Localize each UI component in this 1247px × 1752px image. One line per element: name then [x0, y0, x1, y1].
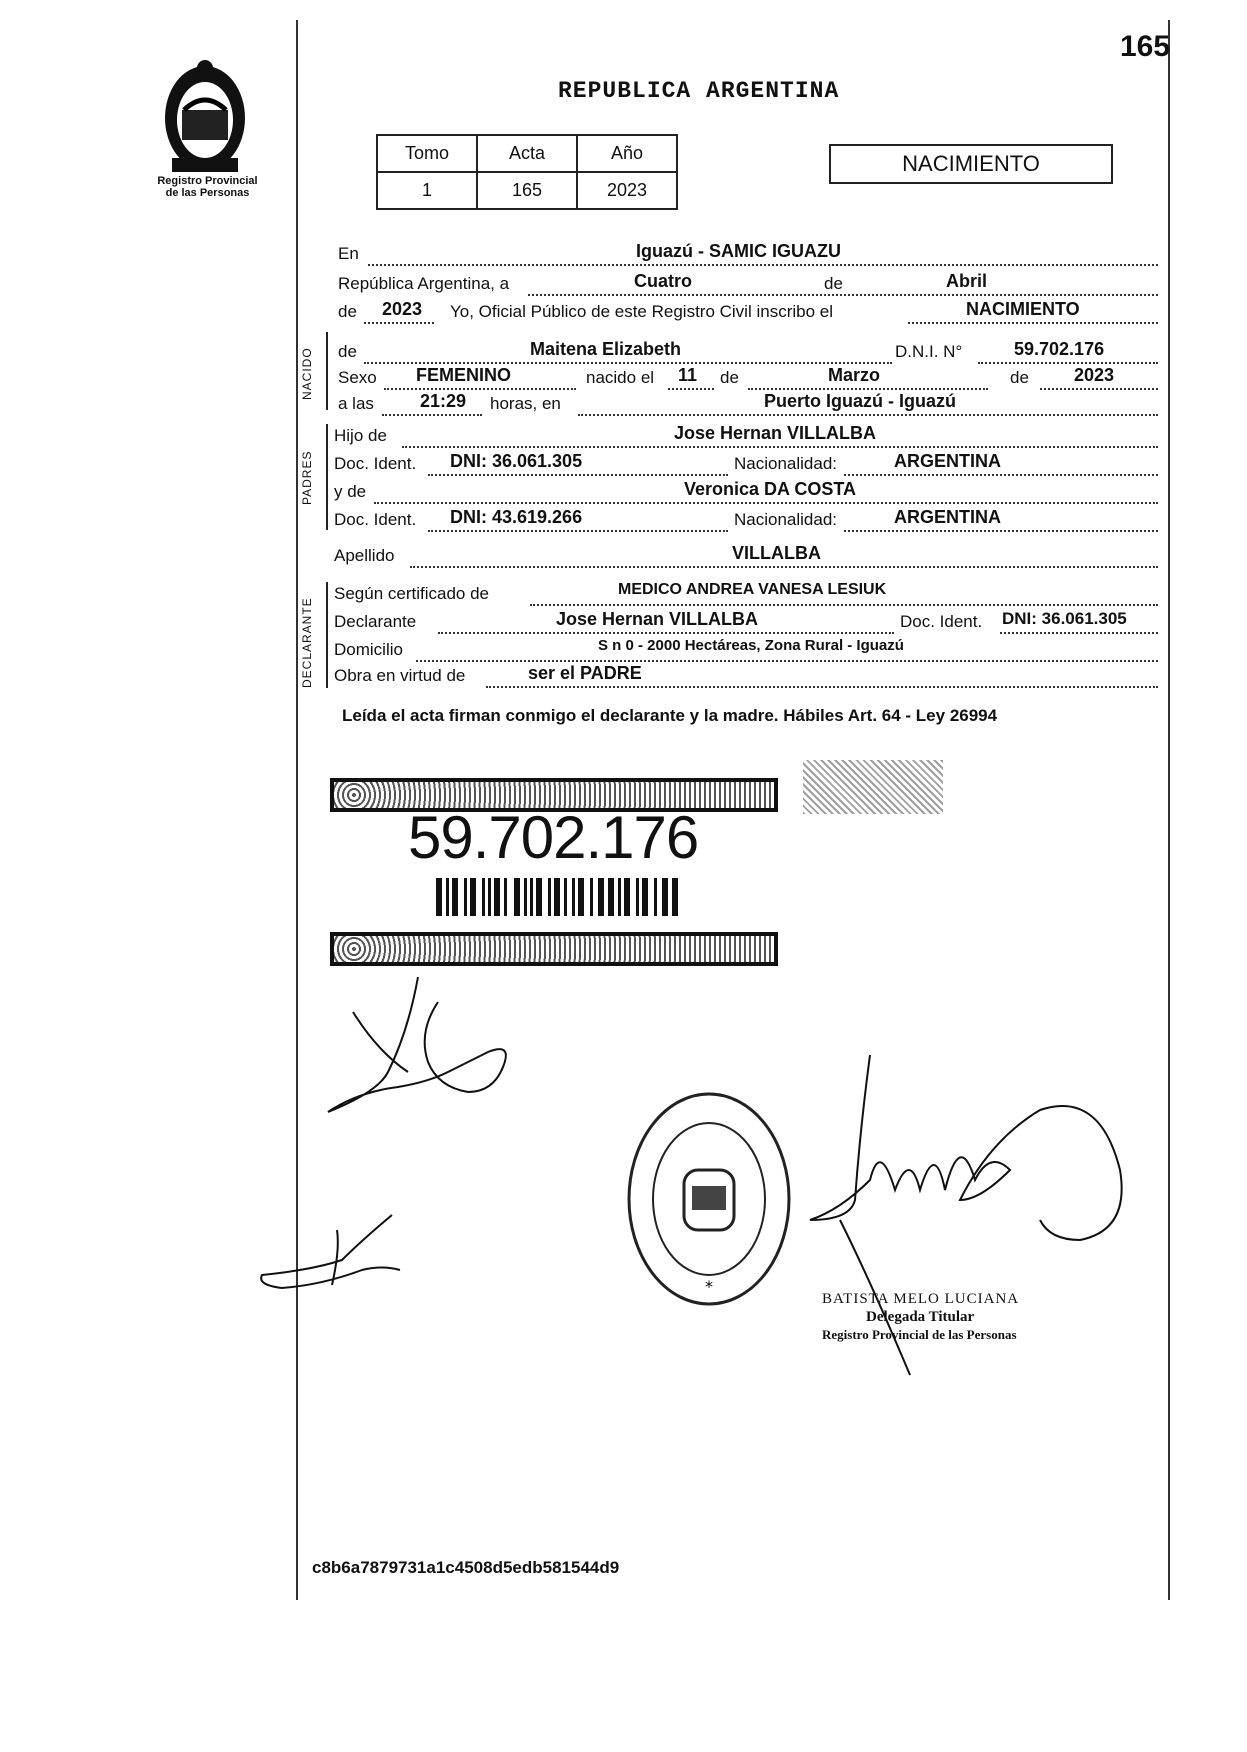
- signatory-org: Registro Provincial de las Personas: [822, 1327, 1017, 1342]
- value-time: 21:29: [420, 391, 467, 411]
- value-inscribe: NACIMIENTO: [966, 299, 1080, 319]
- row-en: [338, 241, 1158, 268]
- bracket-nacido: [326, 332, 328, 410]
- province-logo: [150, 50, 260, 180]
- value-acta: 165: [477, 172, 577, 209]
- value-name: Maitena Elizabeth: [530, 339, 682, 359]
- value-obra: ser el PADRE: [528, 663, 642, 683]
- label-nacionalidad: Nacionalidad:: [734, 510, 838, 529]
- label-hijo: Hijo de: [334, 426, 387, 445]
- value-apellido: VILLALBA: [732, 543, 821, 563]
- value-birth-month: Marzo: [828, 365, 881, 385]
- value-place: Puerto Iguazú - Iguazú: [764, 391, 956, 411]
- label-horas: horas, en: [490, 394, 561, 413]
- row-hijo: [334, 423, 1158, 450]
- row-certificado: [334, 581, 1158, 608]
- dots: [844, 454, 1158, 476]
- row-year: [338, 299, 1158, 326]
- label-doc: Doc. Ident.: [334, 454, 417, 473]
- bracket-padres: [326, 424, 328, 530]
- label-nacido-el: nacido el: [586, 368, 655, 387]
- record-type-box: NACIMIENTO: [829, 144, 1113, 184]
- value-declarante: Jose Hernan VILLALBA: [556, 609, 759, 629]
- value-mother: Veronica DA COSTA: [684, 479, 857, 499]
- value-domicilio: S n 0 - 2000 Hectáreas, Zona Rural - Iguazú: [598, 637, 904, 654]
- document-hash: c8b6a7879731a1c4508d5edb581544d9: [312, 1558, 620, 1577]
- value-father-doc: DNI: 36.061.305: [450, 451, 583, 471]
- header-tomo: Tomo: [377, 135, 477, 172]
- label-certificado: Según certificado de: [334, 584, 489, 603]
- value-dni: 59.702.176: [1014, 339, 1105, 359]
- label-y-de: y de: [334, 482, 367, 501]
- section-label-nacido: NACIDO: [300, 347, 314, 400]
- row-nacido-sexo: [338, 365, 1158, 392]
- security-band-bottom: [330, 932, 778, 966]
- section-label-padres: PADRES: [300, 450, 314, 505]
- value-birth-year: 2023: [1074, 365, 1115, 385]
- header-acta: Acta: [477, 135, 577, 172]
- value-father-nat: ARGENTINA: [894, 451, 1001, 471]
- barcode: [436, 878, 681, 916]
- page-title: REPUBLICA ARGENTINA: [558, 78, 840, 104]
- label-de: de: [720, 368, 739, 387]
- value-day: Cuatro: [634, 271, 692, 291]
- label-a-las: a las: [338, 394, 374, 413]
- label-doc: Doc. Ident.: [334, 510, 417, 529]
- closing-note: Leída el acta firman conmigo el declarante y la madre. Hábiles Art. 64 - Ley 26994: [342, 706, 998, 725]
- barcode-number: 59.702.176: [408, 804, 699, 871]
- label-en: En: [338, 244, 359, 263]
- value-mother-doc: DNI: 43.619.266: [450, 507, 583, 527]
- official-seal: [626, 1090, 792, 1308]
- signatory-block: [822, 1290, 1019, 1344]
- header-ano: Año: [577, 135, 677, 172]
- label-nacionalidad: Nacionalidad:: [734, 454, 838, 473]
- label-republica: República Argentina, a: [338, 274, 510, 293]
- label-de: de: [338, 342, 357, 361]
- label-dni: D.N.I. N°: [895, 342, 963, 361]
- dots: [844, 510, 1158, 532]
- value-father: Jose Hernan VILLALBA: [674, 423, 877, 443]
- value-year: 2023: [382, 299, 423, 319]
- row-apellido: [334, 543, 1158, 570]
- value-month: Abril: [946, 271, 988, 291]
- label-declarante: Declarante: [334, 612, 417, 631]
- label-de: de: [824, 274, 843, 293]
- row-domicilio: [334, 637, 1158, 664]
- page-number: 165: [1120, 30, 1171, 63]
- left-margin-rule: [296, 20, 298, 1600]
- row-declarante: [334, 609, 1158, 636]
- value-en: Iguazú - SAMIC IGUAZU: [636, 241, 841, 261]
- security-stamp: [803, 760, 943, 814]
- row-republica: [338, 271, 1158, 298]
- declarant-signature: [318, 972, 528, 1132]
- row-y-de: [334, 479, 1158, 506]
- label-de: de: [1010, 368, 1029, 387]
- mother-signature: [252, 1210, 402, 1300]
- official-signature: [800, 1050, 1140, 1420]
- label-apellido: Apellido: [334, 546, 395, 565]
- signatory-role: Delegada Titular: [866, 1309, 975, 1325]
- value-sexo: FEMENINO: [416, 365, 512, 385]
- row-nacido-hora: [338, 391, 1158, 418]
- value-certificado: MEDICO ANDREA VANESA LESIUK: [618, 581, 887, 598]
- bracket-declarante: [326, 582, 328, 688]
- value-doc-ident: DNI: 36.061.305: [1002, 609, 1127, 628]
- svg-text:*: *: [705, 1277, 713, 1296]
- section-label-declarante: DECLARANTE: [300, 597, 314, 688]
- row-father-doc: [334, 451, 1158, 478]
- record-table: [376, 134, 678, 210]
- label-sexo: Sexo: [338, 368, 377, 387]
- label-de2: de: [338, 302, 357, 321]
- value-tomo: 1: [377, 172, 477, 209]
- right-margin-rule: [1168, 20, 1170, 1600]
- label-yo: Yo, Oficial Público de este Registro Civil inscribo el: [450, 302, 833, 321]
- registry-label: Registro Provincial de las Personas: [157, 175, 258, 199]
- row-obra: [334, 663, 1158, 690]
- row-nacido-name: [338, 339, 1158, 366]
- label-doc-ident: Doc. Ident.: [900, 612, 983, 631]
- label-obra: Obra en virtud de: [334, 666, 466, 685]
- label-domicilio: Domicilio: [334, 640, 403, 659]
- value-mother-nat: ARGENTINA: [894, 507, 1001, 527]
- value-ano: 2023: [577, 172, 677, 209]
- signatory-name: BATISTA MELO LUCIANA: [822, 1291, 1020, 1307]
- row-mother-doc: [334, 507, 1158, 534]
- value-birth-day: 11: [678, 365, 698, 385]
